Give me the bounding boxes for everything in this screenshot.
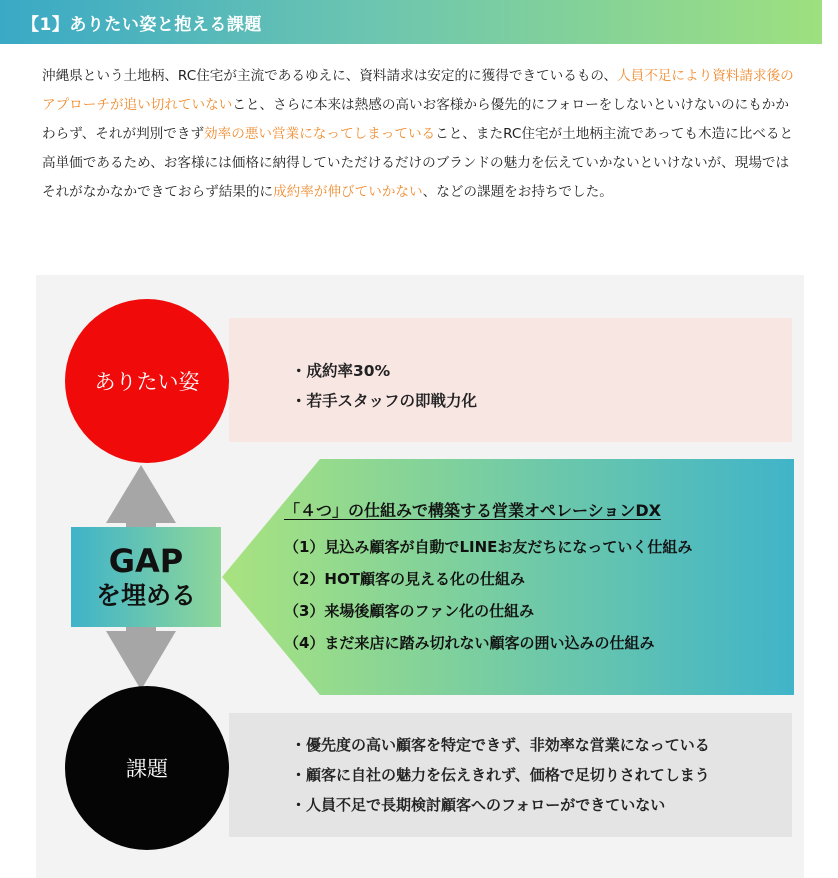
- intro-highlight: 人員不足により資料請求後のアプローチが追い切れていない: [42, 68, 794, 113]
- intro-text: こと、さらに本来は熱感の高いお客様から優先的にフォローをしないといけないのにもかかわらず、それが判別できず: [42, 97, 789, 142]
- section-header: [0, 0, 822, 44]
- ideal-bullet-list: [291, 356, 477, 416]
- ideal-circle: [65, 299, 229, 463]
- dx-content: [284, 499, 692, 659]
- dx-item: （3）来場後顧客のファン化の仕組み: [284, 602, 535, 620]
- intro-highlight: 成約率が伸びていかない: [273, 184, 423, 200]
- section-title: 【1】ありたい姿と抱える課題: [22, 15, 262, 35]
- intro-highlight: 効率の悪い営業になってしまっている: [204, 126, 436, 142]
- intro-text: 沖縄県という土地柄、RC住宅が主流であるゆえに、資料請求は安定的に獲得できているもの、: [42, 68, 618, 84]
- ideal-bullet: ・成約率30%: [291, 362, 391, 380]
- dx-item: （4）まだ来店に踏み切れない顧客の囲い込みの仕組み: [284, 634, 655, 652]
- gap-box: [71, 527, 221, 627]
- dx-item: （2）HOT顧客の見える化の仕組み: [284, 570, 525, 588]
- gap-diagram: [36, 275, 804, 878]
- issue-bullet: ・優先度の高い顧客を特定できず、非効率な営業になっている: [291, 736, 710, 754]
- intro-text: 、などの課題をお持ちでした。: [422, 184, 613, 200]
- dx-item: （1）見込み顧客が自動でLINEお友だちになっていく仕組み: [284, 538, 693, 556]
- issue-box: [229, 713, 792, 837]
- ideal-circle-label: ありたい姿: [94, 370, 200, 394]
- intro-text: こと、またRC住宅が土地柄主流であっても木造に比べると高単価であるため、お客様には価格に納得していただけるだけのブランドの魅力を伝えていかないといけないが、現場ではそれがなかなかできておらず結果的に: [42, 126, 794, 200]
- issue-bullet: ・人員不足で長期検討顧客へのフォローができていない: [291, 796, 666, 814]
- issue-circle: [65, 686, 229, 850]
- issue-circle-label: 課題: [126, 757, 168, 781]
- issue-bullet-list: [291, 730, 710, 820]
- intro-paragraph: [42, 62, 802, 207]
- issue-bullet: ・顧客に自社の魅力を伝えきれず、価格で足切りされてしまう: [291, 766, 710, 784]
- gap-label: GAP: [108, 542, 184, 580]
- dx-title: 「４つ」の仕組みで構築する営業オペレーションDX: [284, 501, 661, 520]
- ideal-bullet: ・若手スタッフの即戦力化: [291, 392, 478, 410]
- ideal-box: [229, 318, 792, 442]
- gap-sublabel: を埋める: [95, 581, 196, 610]
